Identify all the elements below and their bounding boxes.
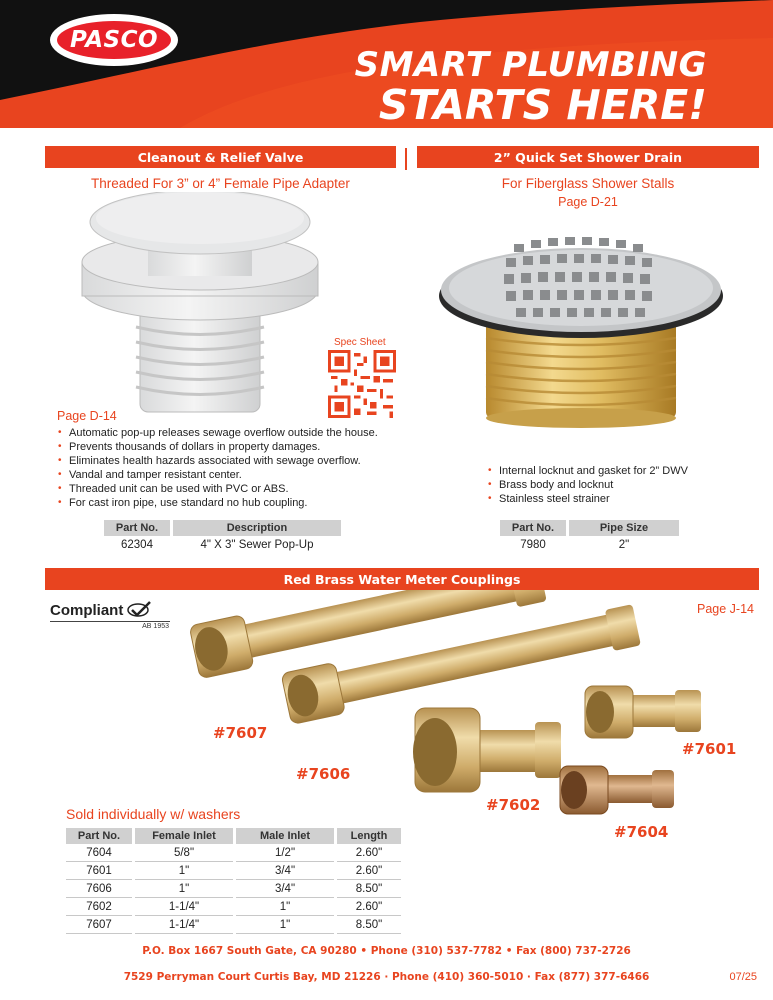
- cleanout-subtitle: Threaded For 3” or 4” Female Pipe Adapter: [91, 176, 350, 191]
- couplings-banner: Red Brass Water Meter Couplings: [45, 568, 759, 590]
- headline: [354, 45, 707, 128]
- table-row: [66, 916, 401, 934]
- coupling-7604: [560, 766, 674, 814]
- table-header-row: [104, 520, 341, 536]
- couplings-page-ref[interactable]: Page J-14: [697, 602, 754, 616]
- label-7606: #7606: [296, 765, 351, 783]
- column-header: Male Inlet: [236, 828, 334, 844]
- label-7601: #7601: [682, 740, 737, 758]
- table-cell: 7602: [66, 898, 132, 916]
- list-item: • For cast iron pipe, use standard no hub coupling.: [56, 496, 401, 510]
- label-7607: #7607: [213, 724, 268, 742]
- cleanout-part-table: [101, 520, 344, 553]
- coupling-7601: [585, 686, 701, 738]
- table-header-row: [500, 520, 679, 536]
- section-divider: [405, 148, 407, 170]
- table-cell: 8.50": [337, 880, 401, 898]
- column-header: Description: [173, 520, 341, 536]
- cleanout-banner: Cleanout & Relief Valve: [45, 146, 396, 168]
- column-header: Pipe Size: [569, 520, 679, 536]
- table-row: [104, 536, 341, 553]
- table-cell: 62304: [121, 538, 153, 551]
- list-item: • Brass body and locknut: [486, 478, 746, 492]
- table-cell: 7601: [66, 862, 132, 880]
- footer-address-ca: P.O. Box 1667 South Gate, CA 90280 • Phone (310) 537-7782 • Fax (800) 737-2726: [142, 945, 631, 957]
- couplings-image: [190, 590, 730, 850]
- table-cell: 1-1/4": [135, 898, 233, 916]
- list-item: • Automatic pop-up releases sewage overflow outside the house.: [56, 426, 401, 440]
- revision-date: 07/25: [729, 971, 757, 983]
- shower-drain-banner: 2” Quick Set Shower Drain: [417, 146, 759, 168]
- table-cell: 1": [236, 916, 334, 934]
- label-7602: #7602: [486, 796, 541, 814]
- table-cell: 7980: [520, 538, 546, 551]
- compliant-rule: [50, 621, 170, 622]
- table-row: [66, 880, 401, 898]
- table-cell: 1": [236, 898, 334, 916]
- shower-drain-feature-list: [486, 464, 746, 506]
- checkmark-icon: [126, 601, 152, 619]
- table-header-row: [66, 828, 401, 844]
- compliant-word: Compliant: [50, 601, 124, 619]
- table-cell: 1-1/4": [135, 916, 233, 934]
- spec-sheet-qr-code[interactable]: [328, 350, 396, 418]
- shower-drain-image: [436, 218, 730, 428]
- list-item: • Stainless steel strainer: [486, 492, 746, 506]
- table-cell: 3/4": [236, 880, 334, 898]
- table-row: [500, 536, 679, 553]
- table-cell: 5/8": [135, 844, 233, 862]
- cleanout-page-ref[interactable]: Page D-14: [57, 409, 117, 423]
- spec-sheet-label: Spec Sheet: [334, 337, 386, 348]
- table-row: [66, 844, 401, 862]
- table-cell: 8.50": [337, 916, 401, 934]
- table-cell: 1/2": [236, 844, 334, 862]
- column-header: Length: [337, 828, 401, 844]
- list-item: • Vandal and tamper resistant center.: [56, 468, 401, 482]
- table-cell: 4" X 3" Sewer Pop-Up: [200, 538, 314, 551]
- compliant-badge: [50, 601, 175, 630]
- column-header: Part No.: [66, 828, 132, 844]
- column-header: Female Inlet: [135, 828, 233, 844]
- table-cell: 1": [135, 880, 233, 898]
- table-cell: 2": [618, 538, 630, 551]
- logo-text: PASCO: [69, 27, 159, 53]
- compliant-code: AB 1953: [142, 623, 169, 630]
- footer-address-md: 7529 Perryman Court Curtis Bay, MD 21226 · Phone (410) 360-5010 · Fax (877) 377-6466: [123, 971, 650, 983]
- list-item: • Threaded unit can be used with PVC or ABS.: [56, 482, 401, 496]
- table-cell: 2.60": [337, 844, 401, 862]
- shower-drain-part-table: [497, 520, 682, 553]
- table-row: [66, 898, 401, 916]
- column-header: Part No.: [500, 520, 566, 536]
- list-item: • Internal locknut and gasket for 2” DWV: [486, 464, 746, 478]
- table-row: [66, 862, 401, 880]
- table-cell: 7606: [66, 880, 132, 898]
- pasco-logo: [50, 14, 178, 66]
- cleanout-feature-list: [56, 426, 401, 510]
- table-cell: 2.60": [337, 862, 401, 880]
- couplings-part-table: [63, 828, 404, 934]
- headline-line2: STARTS HERE!: [378, 81, 707, 128]
- shower-drain-subtitle: For Fiberglass Shower Stalls: [501, 176, 675, 191]
- list-item: • Eliminates health hazards associated with sewage overflow.: [56, 454, 401, 468]
- table-cell: 2.60": [337, 898, 401, 916]
- label-7604: #7604: [614, 823, 669, 841]
- column-header: Part No.: [104, 520, 170, 536]
- table-cell: 1": [135, 862, 233, 880]
- sold-individually-note: Sold individually w/ washers: [66, 806, 241, 822]
- shower-drain-page-ref[interactable]: Page D-21: [558, 195, 618, 209]
- table-cell: 7607: [66, 916, 132, 934]
- cleanout-valve-image: [78, 192, 328, 422]
- coupling-7602: [413, 708, 561, 792]
- headline-line1: SMART PLUMBING: [354, 45, 707, 85]
- list-item: • Prevents thousands of dollars in property damages.: [56, 440, 401, 454]
- page-header: [0, 0, 773, 128]
- table-cell: 7604: [66, 844, 132, 862]
- table-cell: 3/4": [236, 862, 334, 880]
